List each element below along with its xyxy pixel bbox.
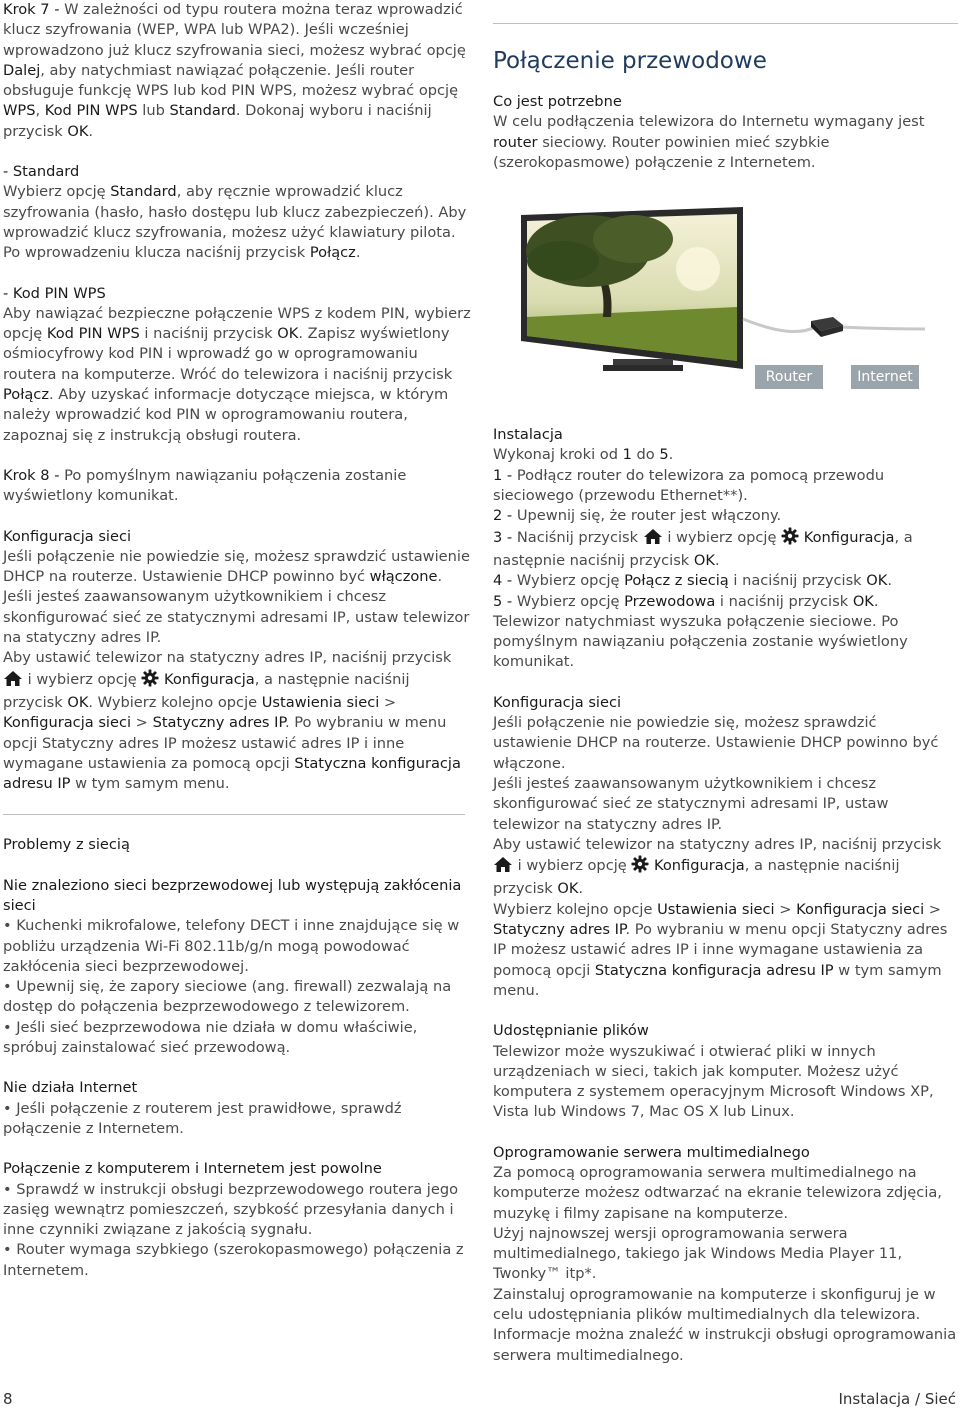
problemy-bullet-5: • Sprawdź w instrukcji obsługi bezprzewodowego routera jego zasięg wewnątrz pomieszczeń, szybkość przesyłania danych i inne czynniki związane z jakością sygnału. <box>3 1180 459 1239</box>
konfig-heading-left: Konfiguracja sieci <box>3 527 132 545</box>
problemy-bullet-6: • Router wymaga szybkiego (szerokopasmowego) połączenia z Internetem. <box>3 1241 464 1279</box>
problemy-bullet-2: • Upewnij się, że zapory sieciowe (ang. firewall) zezwalają na dostęp do połączenia bezprzewodowego z telewizorem. <box>3 978 452 1016</box>
page-title: Połączenie przewodowe <box>493 48 767 74</box>
footer-section: Instalacja / Sieć <box>838 1390 956 1408</box>
standard-paragraph: Wybierz opcję Standard, aby ręcznie wprowadzić klucz szyfrowania (hasło, hasło dostępu lub klucz zabezpieczeń). Aby wprowadzić klucz szyfrowania, możesz użyć klawiatury pilota. Po wprowadzeniu klucza naciśnij przycisk Połącz. <box>3 183 467 262</box>
konfig-p2-left: Jeśli jesteś zaawansowanym użytkownikiem i chcesz skonfigurować sieć ze statycznymi adresami IP, ustaw telewizor na statyczny adres IP. <box>3 588 470 647</box>
left-column <box>3 0 473 1281</box>
step-3: 3 - Naciśnij przycisk i wybierz opcję Konfiguracja, a następnie naciśnij przycisk OK. <box>493 528 913 569</box>
gear-icon <box>781 527 799 551</box>
gear-icon <box>631 855 649 879</box>
page-number: 8 <box>3 1390 13 1408</box>
instalacja-tail: Telewizor natychmiast wyszuka połączenie sieciowe. Po pomyślnym nawiązaniu połączenia zostanie wyświetlony komunikat. <box>493 612 908 671</box>
konfig-p1-left: Jeśli połączenie nie powiedzie się, możesz sprawdzić ustawienie DHCP na routerze. Ustawienie DHCP powinno być włączone. <box>3 547 470 586</box>
co-paragraph: W celu podłączenia telewizora do Internetu wymagany jest router sieciowy. Router powinien mieć szybkie (szerokopasmowe) połączenie z Internetem. <box>493 113 925 171</box>
step-4: 4 - Wybierz opcję Połącz z siecią i naciśnij przycisk OK. <box>493 572 892 590</box>
problemy-bullet-4: • Jeśli połączenie z routerem jest prawidłowe, sprawdź połączenie z Internetem. <box>3 1099 402 1137</box>
konfig-p1-right: Jeśli połączenie nie powiedzie się, możesz sprawdzić ustawienie DHCP na routerze. Ustawienie DHCP powinno być włączone. <box>493 714 939 772</box>
router-label: Router <box>755 365 823 389</box>
problemy-bullet-3: • Jeśli sieć bezprzewodowa nie działa w domu właściwie, spróbuj zainstalować sieć przewodową. <box>3 1018 418 1057</box>
krok7-paragraph: Krok 7 - W zależności od typu routera można teraz wprowadzić klucz szyfrowania (WEP, WPA lub WPA2). Jeśli wcześniej wprowadzono już klucz szyfrowania sieci, możesz wybrać opcję Dalej, aby natychmiast nawiązać połączenie. Jeśli router obsługuje funkcję WPS lub kod PIN WPS, możesz wybrać opcję WPS, Kod PIN WPS lub Standard. Dokonaj wyboru i naciśnij przycisk OK. <box>3 1 466 140</box>
problemy-bullet-1: • Kuchenki mikrofalowe, telefony DECT i inne znajdujące się w pobliżu urządzenia Wi-Fi 802.11b/g/n mogą powodować zakłócenia sieci bezprzewodowej. <box>3 917 460 975</box>
oprog-p1: Za pomocą oprogramowania serwera multimedialnego na komputerze możesz odtwarzać na ekranie telewizora zdjęcia, muzykę i filmy zapisane na komputerze. <box>493 1163 942 1222</box>
konfig-p3-left: Aby ustawić telewizor na statyczny adres IP, naciśnij przycisk i wybierz opcję Konfiguracja, a następnie naciśnij przycisk OK. Wybierz kolejno opcje Ustawienia sieci > Konfiguracja sieci > Statyczny adres IP. Po wybraniu w menu opcji Statyczny adres IP możesz ustawić adres IP i inne wymagane ustawienia za pomocą opcji Statyczna konfiguracja adresu IP w tym samym menu. <box>3 649 461 793</box>
konfig-p3-right: Aby ustawić telewizor na statyczny adres IP, naciśnij przycisk i wybierz opcję Konfiguracja, a następnie naciśnij przycisk OK. <box>493 835 942 898</box>
konfig-p2-right: Jeśli jesteś zaawansowanym użytkownikiem i chcesz skonfigurować sieć ze statycznymi adresami IP, ustaw telewizor na statyczny adres IP. <box>493 774 889 833</box>
konfig-p4-right: Wybierz kolejno opcje Ustawienia sieci > Konfiguracja sieci > Statyczny adres IP. Po wybraniu w menu opcji Statyczny adres IP możesz ustawić adres IP i inne wymagane ustawienia za pomocą opcji Statyczna konfiguracja adresu IP w tym samym menu. <box>493 900 948 999</box>
problemy-title: Problemy z siecią <box>3 836 130 854</box>
standard-heading: - Standard <box>3 163 80 181</box>
gear-icon <box>141 669 159 693</box>
title-rule <box>493 23 958 24</box>
home-icon <box>643 528 663 551</box>
home-icon <box>3 670 23 693</box>
step-5: 5 - Wybierz opcję Przewodowa i naciśnij przycisk OK. <box>493 592 879 610</box>
pin-heading: - Kod PIN WPS <box>3 284 106 302</box>
problemy-h2: Nie działa Internet <box>3 1079 138 1097</box>
wired-connection-illustration <box>493 199 933 411</box>
udostepnianie-paragraph: Telewizor może wyszukiwać i otwierać pliki w innych urządzeniach w sieci, takich jak komputer. Możesz użyć komputera z systemem operacyjnym Microsoft Windows XP, Vista lub Windows 7, Mac OS X lub Linux. <box>493 1042 934 1121</box>
oprog-heading: Oprogramowanie serwera multimedialnego <box>493 1143 810 1161</box>
instalacja-heading: Instalacja <box>493 426 563 444</box>
pin-paragraph: Aby nawiązać bezpieczne połączenie WPS z kodem PIN, wybierz opcję Kod PIN WPS i naciśnij przycisk OK. Zapisz wyświetlony ośmiocyfrowy kod PIN i wprowadź go w oprogramowaniu routera na komputerze. Wróć do telewizora i naciśnij przycisk Połącz. Aby uzyskać informacje dotyczące miejsca, w którym należy wprowadzić kod PIN w oprogramowaniu routera, zapoznaj się z instrukcją obsługi routera. <box>3 304 471 444</box>
problemy-h3: Połączenie z komputerem i Internetem jest powolne <box>3 1160 382 1178</box>
instalacja-intro: Wykonaj kroki od 1 do 5. <box>493 446 674 464</box>
internet-label: Internet <box>851 365 919 389</box>
right-column <box>493 0 958 1366</box>
home-icon <box>493 856 513 879</box>
udostepnianie-heading: Udostępnianie plików <box>493 1022 649 1040</box>
step-2: 2 - Upewnij się, że router jest włączony. <box>493 507 782 525</box>
krok8-paragraph: Krok 8 - Po pomyślnym nawiązaniu połączenia zostanie wyświetlony komunikat. <box>3 466 407 505</box>
konfig-heading-right: Konfiguracja sieci <box>493 693 622 711</box>
oprog-p3: Zainstaluj oprogramowanie na komputerze i skonfiguruj je w celu udostępniania plików multimedialnych dla telewizora. Informacje można znaleźć w instrukcji obsługi oprogramowania serwera multimedialnego. <box>493 1285 957 1364</box>
oprog-p2: Użyj najnowszej wersji oprogramowania serwera multimedialnego, takiego jak Windows Media Player 11, Twonky™ itp*. <box>493 1224 903 1283</box>
co-heading: Co jest potrzebne <box>493 93 622 110</box>
problemy-h1: Nie znaleziono sieci bezprzewodowej lub występują zakłócenia sieci <box>3 876 462 914</box>
step-1: 1 - Podłącz router do telewizora za pomocą przewodu sieciowego (przewodu Ethernet**). <box>493 466 885 505</box>
